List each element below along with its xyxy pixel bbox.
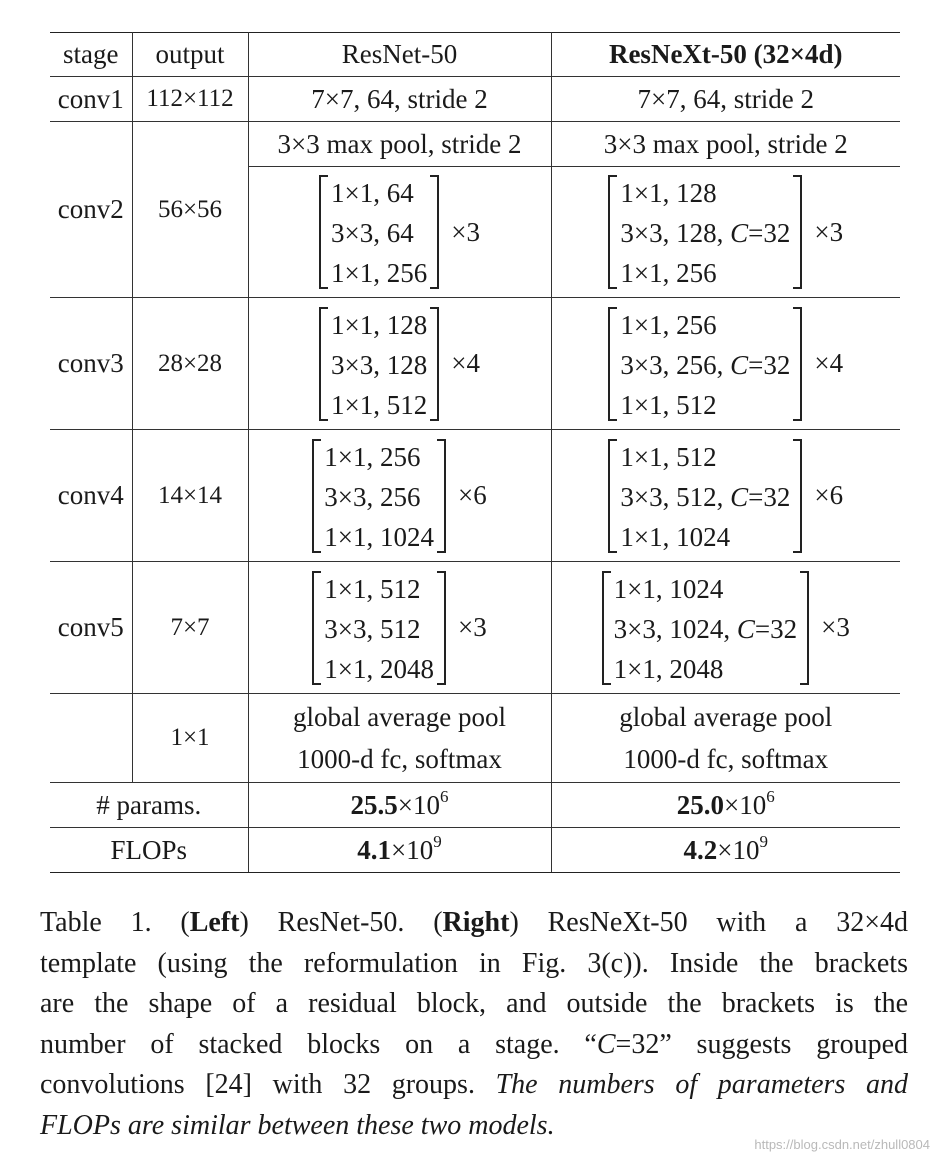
final-row [50, 694, 900, 783]
resnet-maxpool: 3×3 max pool, stride 2 [248, 122, 551, 167]
resnext-maxpool: 3×3 max pool, stride 2 [551, 122, 900, 167]
block-multiplier: ×3 [458, 612, 487, 642]
resnet-params: $25.5\times 10^6$ [248, 783, 551, 828]
maxpool-row [50, 122, 900, 167]
output-conv1: 112×112 [132, 77, 248, 122]
resnet-flops: $4.1\times 10^9$ [248, 828, 551, 873]
resnet-conv4-block [248, 430, 551, 562]
conv1-row [50, 77, 900, 122]
resnet-conv3-block [248, 298, 551, 430]
output-conv4: 14×14 [132, 430, 248, 562]
output-final: 1×1 [132, 694, 248, 783]
params-label: # params. [50, 783, 248, 828]
bracket: 1×1, 1024 3×3, 1024, C=32 1×1, 2048 [602, 569, 809, 687]
bracket: 1×1, 64 3×3, 64 1×1, 256 [319, 173, 439, 291]
flops-row [50, 828, 900, 873]
watermark: https://blog.csdn.net/zhull0804 [754, 1137, 930, 1152]
block-multiplier: ×4 [814, 348, 844, 378]
resnext-conv2-block [551, 167, 900, 298]
resnext-conv3-block [551, 298, 900, 430]
architecture-table [50, 32, 900, 873]
block-multiplier: ×4 [451, 348, 480, 378]
block-multiplier: ×3 [821, 612, 850, 642]
params-row [50, 783, 900, 828]
bracket: 1×1, 256 3×3, 256 1×1, 1024 [312, 437, 446, 555]
bracket: 1×1, 512 3×3, 512 1×1, 2048 [312, 569, 446, 687]
bracket: 1×1, 128 3×3, 128, C=32 1×1, 256 [608, 173, 802, 291]
resnet-conv2-block [248, 167, 551, 298]
resnet-conv5-block [248, 562, 551, 694]
resnext-flops: $4.2\times 10^9$ [551, 828, 900, 873]
header-resnext: ResNeXt-50 (32×4d) [551, 33, 900, 77]
stage-conv5: conv5 [50, 562, 132, 694]
header-output: output [132, 33, 248, 77]
header-stage: stage [50, 33, 132, 77]
resnext-conv1: 7×7, 64, stride 2 [551, 77, 900, 122]
stage-conv4: conv4 [50, 430, 132, 562]
header-row [50, 33, 900, 77]
conv5-row [50, 562, 900, 694]
stage-conv2: conv2 [50, 122, 132, 298]
resnext-conv4-block [551, 430, 900, 562]
block-multiplier: ×3 [814, 216, 844, 247]
flops-label: FLOPs [50, 828, 248, 873]
resnet-final: global average pool 1000-d fc, softmax [248, 694, 551, 783]
block-multiplier: ×3 [451, 216, 480, 247]
output-conv2: 56×56 [132, 122, 248, 298]
conv3-row [50, 298, 900, 430]
bracket: 1×1, 128 3×3, 128 1×1, 512 [319, 305, 439, 423]
resnext-conv5-block [551, 562, 900, 694]
output-conv3: 28×28 [132, 298, 248, 430]
block-multiplier: ×6 [458, 480, 487, 510]
stage-conv1: conv1 [50, 77, 132, 122]
block-multiplier: ×6 [814, 480, 844, 510]
stage-conv3: conv3 [50, 298, 132, 430]
header-resnet: ResNet-50 [248, 33, 551, 77]
output-conv5: 7×7 [132, 562, 248, 694]
bracket: 1×1, 512 3×3, 512, C=32 1×1, 1024 [608, 437, 802, 555]
resnext-params: $25.0\times 10^6$ [551, 783, 900, 828]
stage-final [50, 694, 132, 783]
resnet-conv1: 7×7, 64, stride 2 [248, 77, 551, 122]
table-caption: Table 1. (Left) ResNet-50. (Right) ResNeXt-50 with a 32×4d template (using the reformulation in Fig. 3(c)). Inside the brackets are the shape of a residual block, and outside the brackets is the number of stacked blocks on a stage. “C=32” suggests grouped convolutions [24] with 32 groups. The numbers of parameters and FLOPs are similar between these two models. [40, 907, 909, 1141]
resnext-final: global average pool 1000-d fc, softmax [551, 694, 900, 783]
conv4-row [50, 430, 900, 562]
bracket: 1×1, 256 3×3, 256, C=32 1×1, 512 [608, 305, 802, 423]
